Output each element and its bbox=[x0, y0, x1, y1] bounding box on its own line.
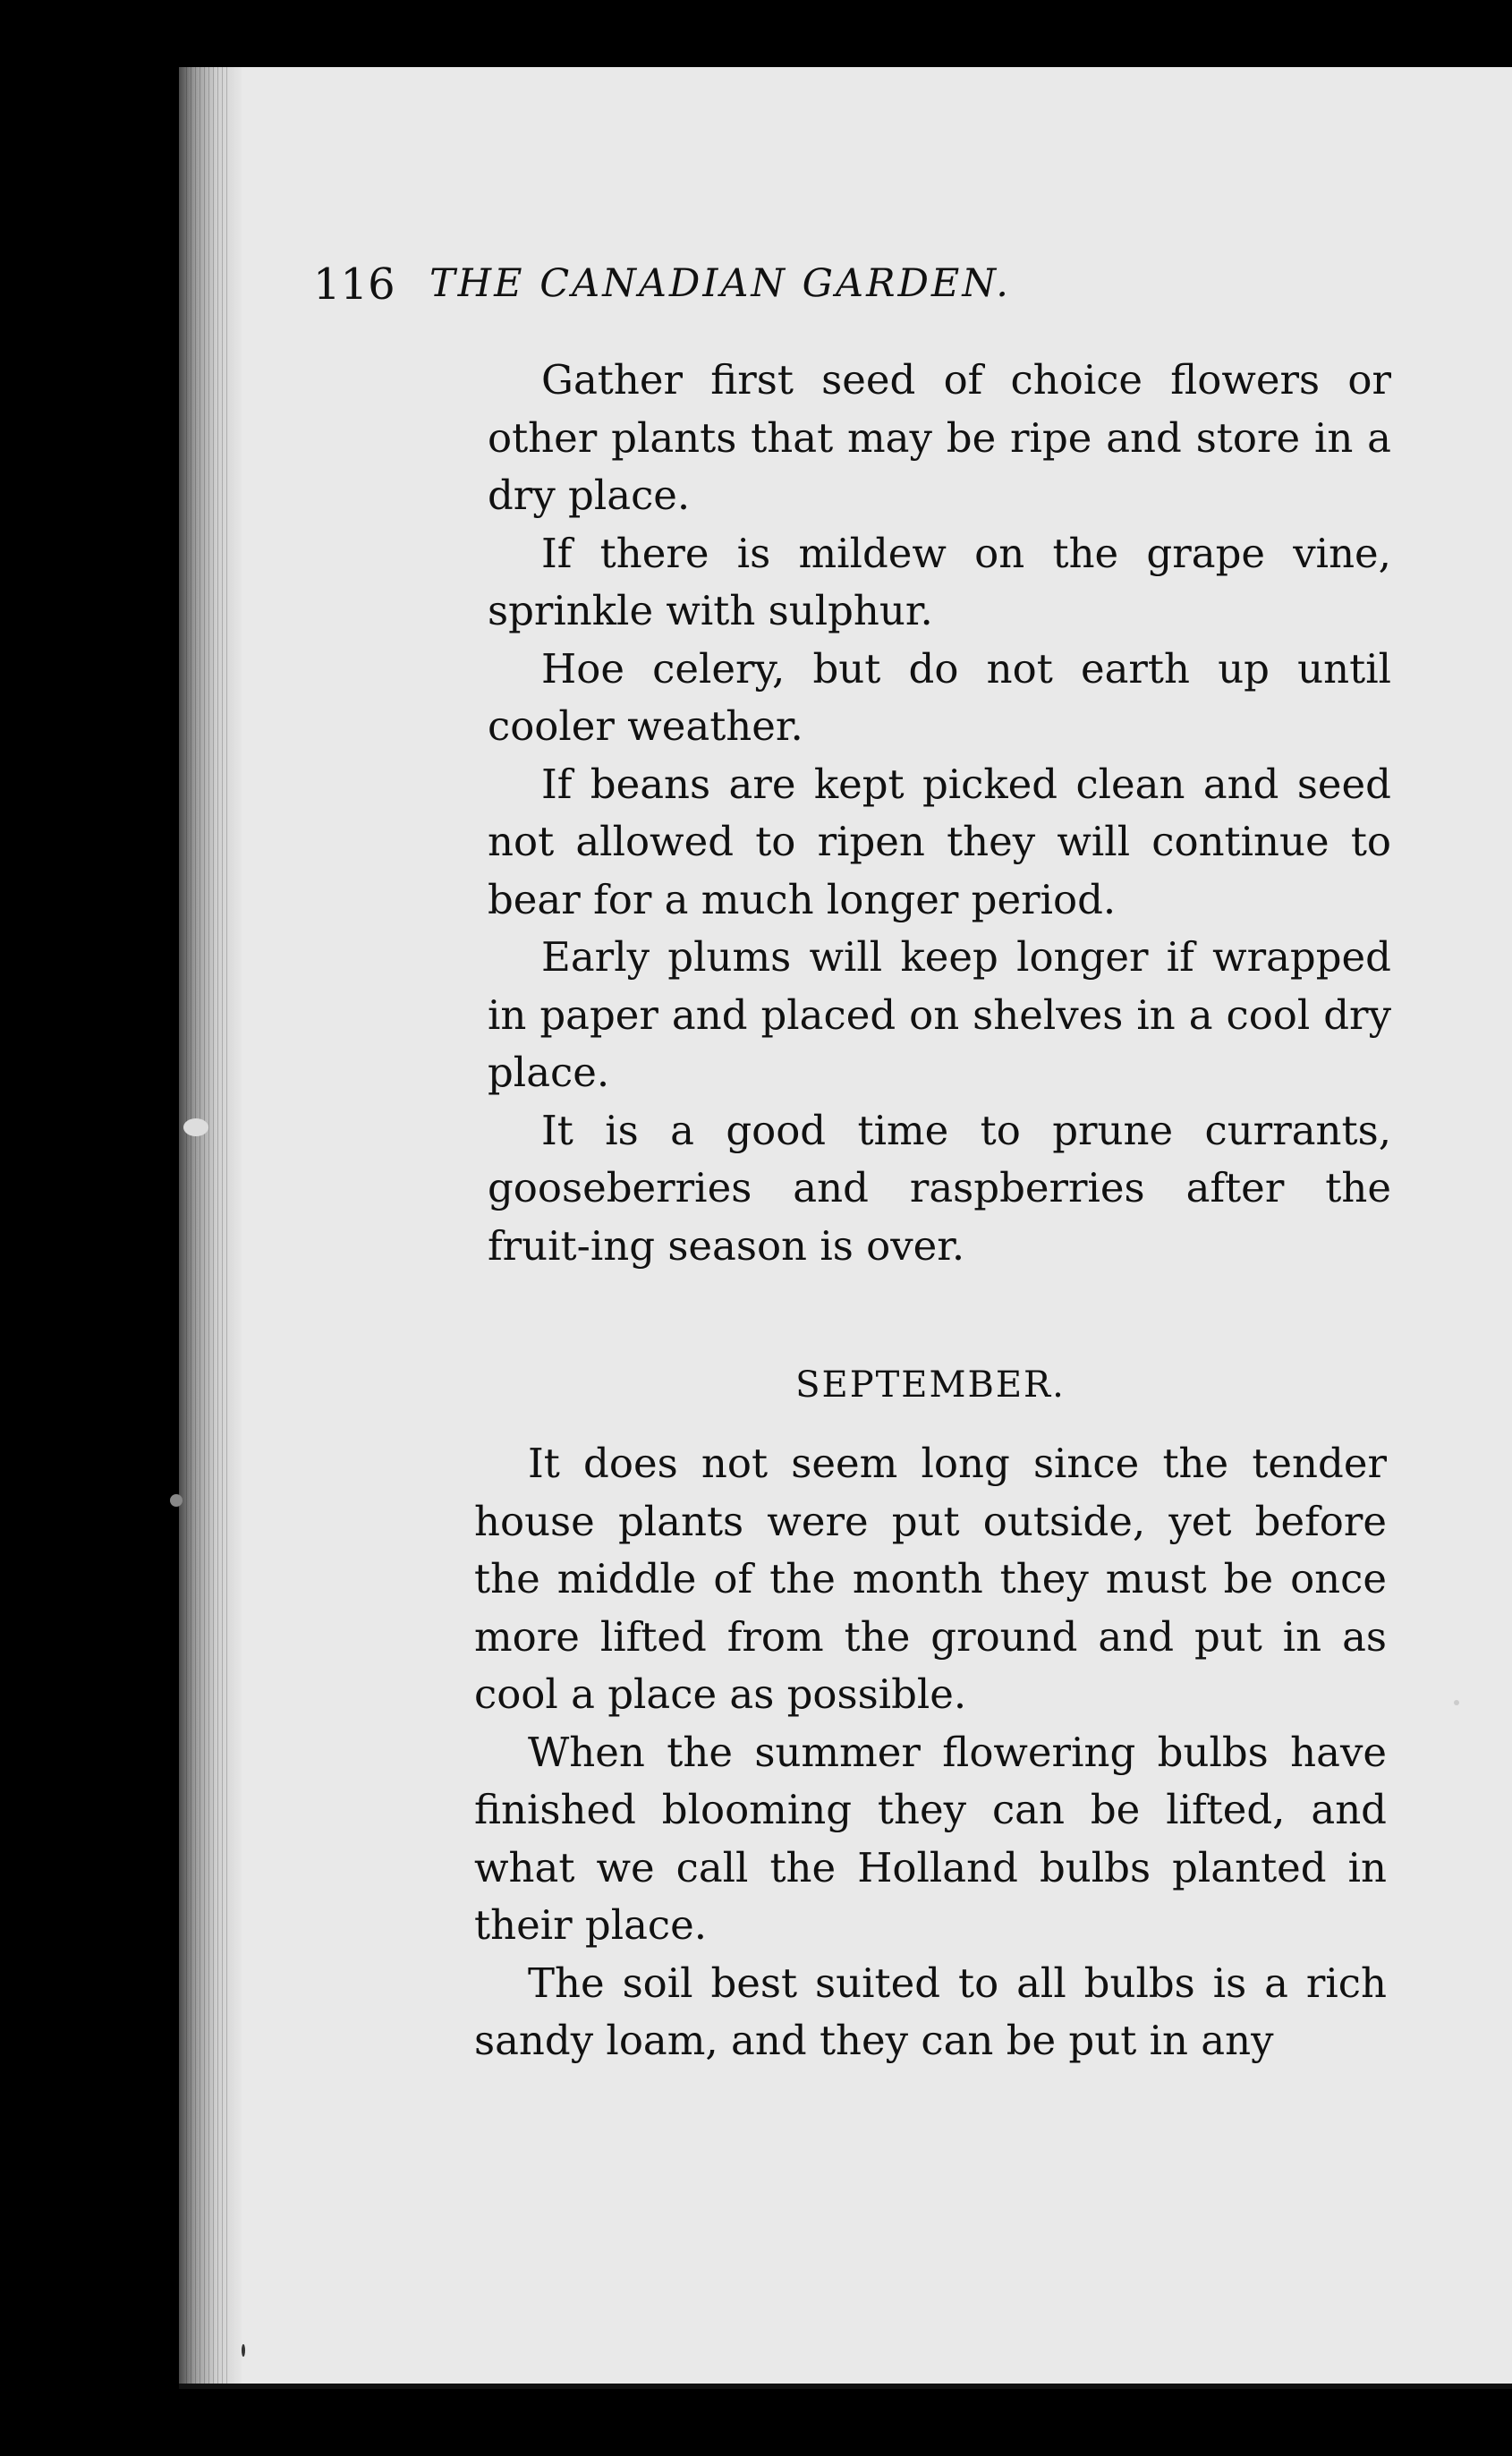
page-binding-edge bbox=[179, 67, 242, 2389]
paragraph: The soil best suited to all bulbs is a rich sandy loam, and they can be put in any bbox=[474, 1959, 1387, 2064]
binding-texture bbox=[186, 67, 231, 2389]
running-title: THE CANADIAN GARDEN. bbox=[429, 261, 1011, 306]
section-heading-wrap bbox=[474, 1364, 1387, 1406]
scan-speck bbox=[242, 2344, 245, 2357]
scan-speck bbox=[1454, 1700, 1459, 1705]
august-text-block bbox=[488, 352, 1391, 1275]
paragraph: If there is mildew on the grape vine, sprinkle with sulphur. bbox=[488, 529, 1391, 634]
paragraph: It is a good time to prune currants, gooseberries and raspberries after the fruit-ing season is over. bbox=[488, 1106, 1391, 1270]
page-number: 116 bbox=[313, 259, 395, 310]
paragraph: If beans are kept picked clean and seed not allowed to ripen they will continue to bear for a much longer period. bbox=[488, 760, 1391, 923]
paragraph: Hoe celery, but do not earth up until cooler weather. bbox=[488, 644, 1391, 750]
section-heading: SEPTEMBER. bbox=[795, 1364, 1066, 1406]
page-bottom-edge bbox=[179, 2384, 1512, 2389]
paragraph: It does not seem long since the tender house plants were put outside, yet before the middle of the month they must be once more lifted from the ground and put in as cool a place as possible. bbox=[474, 1440, 1387, 1718]
september-text-block bbox=[474, 1435, 1387, 2070]
paragraph: Gather first seed of choice flowers or other plants that may be ripe and store in a dry place. bbox=[488, 356, 1391, 519]
paragraph: Early plums will keep longer if wrapped in paper and placed on shelves in a cool dry place. bbox=[488, 933, 1391, 1096]
paragraph: When the summer flowering bulbs have finished blooming they can be lifted, and what we call the Holland bulbs planted in their place. bbox=[474, 1728, 1387, 1949]
scan-speck bbox=[170, 1494, 183, 1507]
page-header bbox=[313, 259, 1297, 313]
scan-speck bbox=[183, 1118, 208, 1136]
